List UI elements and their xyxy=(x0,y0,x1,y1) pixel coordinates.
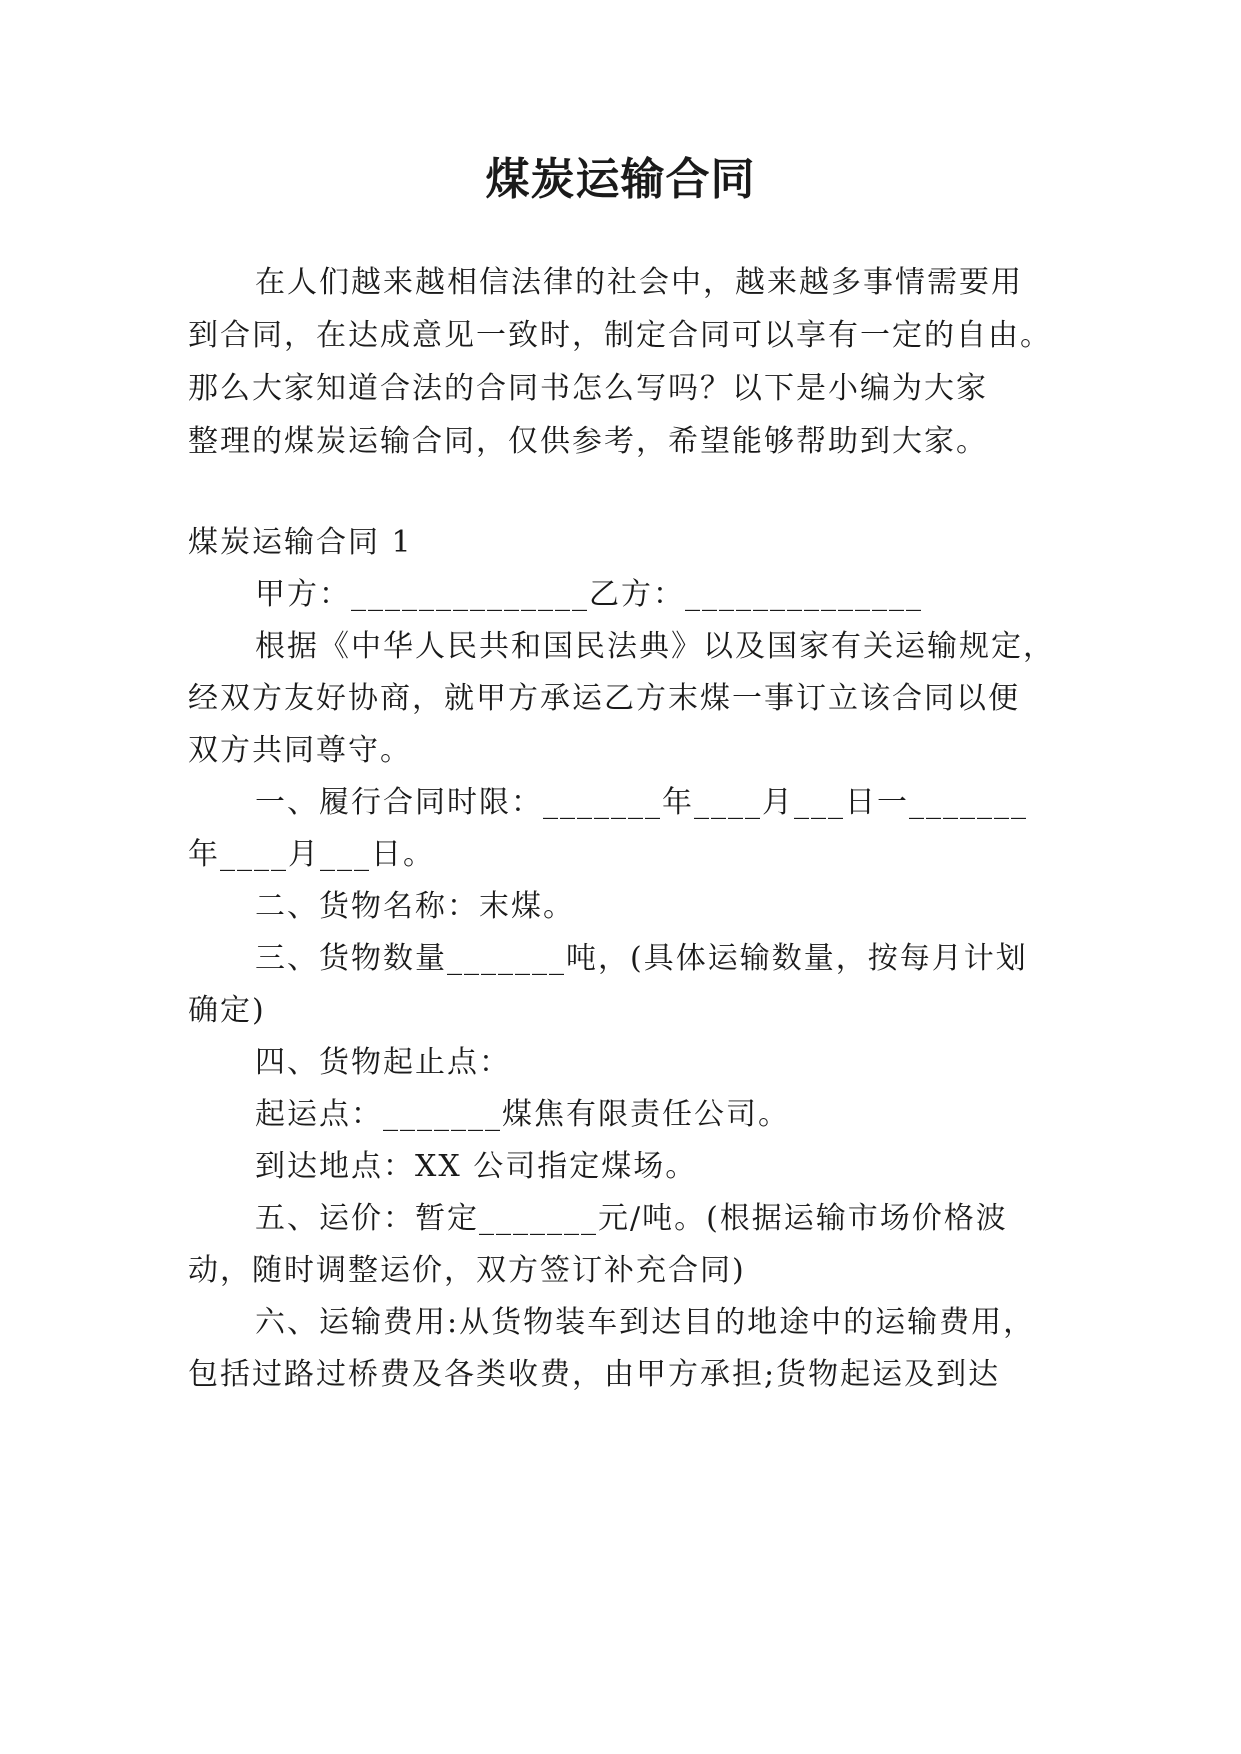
intro-line: 到合同，在达成意见一致时，制定合同可以享有一定的自由。 xyxy=(188,318,1052,353)
intro-line: 整理的煤炭运输合同，仅供参考，希望能够帮助到大家。 xyxy=(188,424,988,459)
clause-line: 一、履行合同时限：_______年____月___日一_______ xyxy=(255,785,1028,820)
clause-line: 四、货物起止点： xyxy=(255,1045,511,1080)
clause-line: 起运点：_______煤焦有限责任公司。 xyxy=(255,1097,790,1132)
parties-line: 甲方：______________乙方：______________ xyxy=(255,577,923,612)
intro-line: 那么大家知道合法的合同书怎么写吗？以下是小编为大家 xyxy=(188,371,988,406)
document-title: 煤炭运输合同 xyxy=(485,154,756,205)
section-heading: 煤炭运输合同 1 xyxy=(188,525,413,560)
intro-line: 在人们越来越相信法律的社会中，越来越多事情需要用 xyxy=(255,265,1023,300)
clause-line: 三、货物数量_______吨，(具体运输数量，按每月计划 xyxy=(255,941,1028,976)
contract-line: 经双方友好协商，就甲方承运乙方末煤一事订立该合同以便 xyxy=(188,681,1020,716)
clause-line: 六、运输费用:从货物装车到达目的地途中的运输费用， xyxy=(255,1305,1036,1340)
contract-line: 双方共同尊守。 xyxy=(188,733,412,768)
clause-line: 动，随时调整运价，双方签订补充合同) xyxy=(188,1253,746,1288)
clause-line: 确定) xyxy=(188,993,266,1028)
clause-line: 五、运价：暂定_______元/吨。(根据运输市场价格波 xyxy=(255,1201,1008,1236)
clause-line: 包括过路过桥费及各类收费，由甲方承担;货物起运及到达 xyxy=(188,1357,1001,1392)
clause-line: 二、货物名称：末煤。 xyxy=(255,889,575,924)
clause-line: 年____月___日。 xyxy=(188,837,435,872)
contract-line: 根据《中华人民共和国民法典》以及国家有关运输规定， xyxy=(255,629,1055,664)
clause-line: 到达地点：XX 公司指定煤场。 xyxy=(255,1149,698,1184)
